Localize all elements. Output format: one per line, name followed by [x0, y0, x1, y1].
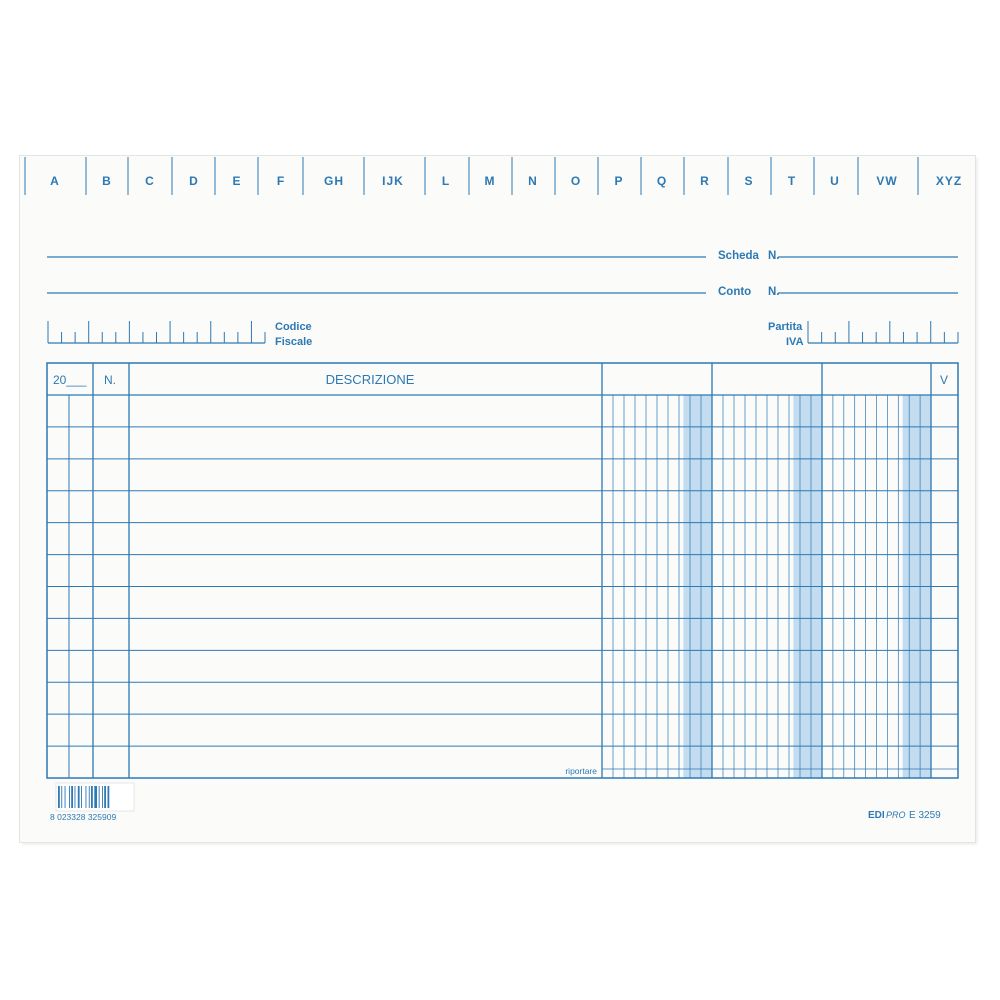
- description-column-header: DESCRIZIONE: [325, 372, 415, 387]
- product-code: E 3259: [909, 810, 941, 821]
- partita-iva-comb: [808, 321, 958, 343]
- tab-letter-l: L: [441, 174, 451, 188]
- partita-label-1: Partita: [768, 321, 803, 333]
- barcode-bar: [58, 786, 60, 808]
- tab-letter-xyz: XYZ: [935, 174, 963, 188]
- tab-letter-t: T: [787, 174, 797, 188]
- tab-letter-s: S: [744, 174, 754, 188]
- tab-letter-b: B: [102, 174, 112, 188]
- barcode-bar: [71, 786, 73, 808]
- barcode-bar: [78, 786, 80, 808]
- tab-letter-ijk: IJK: [382, 174, 404, 188]
- brand-edi: EDI: [868, 810, 885, 821]
- barcode-bar: [99, 786, 100, 808]
- tab-letter-n: N: [528, 174, 538, 188]
- barcode-bar: [91, 786, 93, 808]
- year-label: 20___: [53, 373, 87, 387]
- tax-code-fields: [48, 321, 958, 348]
- barcode-bar: [75, 786, 76, 808]
- barcode-bar: [89, 786, 90, 808]
- tab-letter-p: P: [614, 174, 624, 188]
- tab-letter-vw: VW: [876, 174, 898, 188]
- tab-letter-d: D: [189, 174, 199, 188]
- conto-label: Conto: [718, 286, 752, 298]
- tab-letter-u: U: [830, 174, 840, 188]
- tab-letter-a: A: [50, 174, 60, 188]
- conto-number-label: N.: [768, 286, 780, 298]
- barcode-bar: [65, 786, 66, 808]
- barcode-bar: [94, 786, 97, 808]
- alphabet-index: [25, 157, 962, 195]
- tab-letter-c: C: [145, 174, 155, 188]
- tab-letter-r: R: [700, 174, 710, 188]
- codice-fiscale-comb: [48, 321, 265, 343]
- ledger-table: [47, 363, 958, 778]
- codice-label-2: Fiscale: [275, 336, 313, 348]
- barcode-bar: [69, 786, 70, 808]
- header-fields: [47, 250, 958, 298]
- tab-letter-f: F: [276, 174, 286, 188]
- check-column-header: V: [939, 373, 949, 387]
- brand-pro: PRO: [886, 810, 906, 820]
- scheda-number-label: N.: [768, 250, 780, 262]
- tab-letter-m: M: [484, 174, 496, 188]
- scheda-label: Scheda: [718, 250, 759, 262]
- barcode-bar: [104, 786, 106, 808]
- barcode-digits: 8 023328 325909: [50, 812, 117, 822]
- tab-letter-e: E: [232, 174, 242, 188]
- barcode-bar: [102, 786, 103, 808]
- barcode-bar: [86, 786, 87, 808]
- tab-letter-o: O: [570, 174, 582, 188]
- tab-letter-gh: GH: [324, 174, 344, 188]
- barcode-bar: [81, 786, 82, 808]
- codice-label-1: Codice: [275, 321, 312, 333]
- tab-letter-q: Q: [656, 174, 668, 188]
- number-column-header: N.: [104, 373, 116, 387]
- brand-mark: [868, 810, 941, 821]
- barcode-bar: [61, 786, 62, 808]
- barcode-bar: [108, 786, 110, 808]
- partita-label-2: IVA: [786, 336, 804, 348]
- barcode: [50, 783, 134, 822]
- carry-forward-label: riportare: [565, 766, 597, 776]
